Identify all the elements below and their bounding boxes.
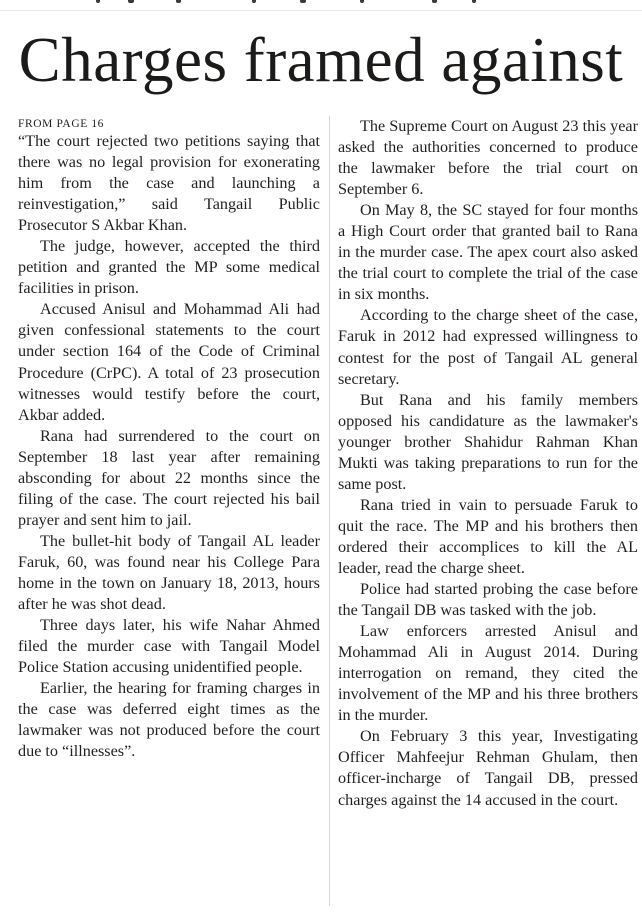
paragraph: The bullet-hit body of Tangail AL leader Faruk, 60, was found near his College Para home in the town on January 18, 2013, hours after he was shot dead. xyxy=(18,531,320,614)
paragraph: The Supreme Court on August 23 this year asked the authorities concerned to produce the lawmaker before the trial court on September 6. xyxy=(338,117,638,199)
paragraph: On May 8, the SC stayed for four months a High Court order that granted bail to Rana in the murder case. The apex court also asked the trial court to complete the trial of the case in six months. xyxy=(338,201,638,304)
paragraph: Police had started probing the case before the Tangail DB was tasked with the job. xyxy=(338,580,638,620)
paragraph: According to the charge sheet of the case, Faruk in 2012 had expressed willingness to contest for the post of Tangail AL general secretary. xyxy=(338,306,638,388)
paragraph: Law enforcers arrested Anisul and Mohammad Ali in August 2014. During interrogation on remand, they cited the involvement of the MP and his three brothers in the murder. xyxy=(338,622,638,725)
paragraph: “The court rejected two petitions saying that there was no legal provision for exonerating him from the case and launching a reinvestigation,” said Tangail Public Prosecutor S Akbar Khan. xyxy=(18,132,320,235)
paragraph: Three days later, his wife Nahar Ahmed filed the murder case with Tangail Model Police Station accusing unidentified people. xyxy=(18,616,320,677)
paragraph: The judge, however, accepted the third petition and granted the MP some medical facilities in prison. xyxy=(18,237,320,298)
column-divider xyxy=(329,116,330,906)
article-column-right xyxy=(338,116,638,811)
headline: Charges framed against xyxy=(18,25,624,95)
paragraph: Accused Anisul and Mohammad Ali had given confessional statements to the court under section 164 of the Code of Criminal Procedure (CrPC). A total of 23 prosecution witnesses would testify before the court, Akbar added. xyxy=(18,300,320,424)
paragraph: Rana had surrendered to the court on September 18 last year after remaining absconding for about 22 months since the filing of the case. The court rejected his bail prayer and sent him to jail. xyxy=(18,426,320,529)
continuation-kicker: FROM PAGE 16 xyxy=(18,118,105,130)
paragraph: But Rana and his family members opposed his candidature as the lawmaker's younger brother Shahidur Rahman Khan Mukti was taking preparations to run for the same post. xyxy=(338,390,638,493)
clipped-previous-text-strip xyxy=(0,0,642,11)
article-column-left xyxy=(18,116,320,762)
paragraph: On February 3 this year, Investigating Officer Mahfeejur Rehman Ghulam, then officer-incharge of Tangail DB, pressed charges against the 14 accused in the court. xyxy=(338,727,638,809)
paragraph: Earlier, the hearing for framing charges in the case was deferred eight times as the lawmaker was not produced before the court due to “illnesses”. xyxy=(18,679,320,761)
paragraph: Rana tried in vain to persuade Faruk to quit the race. The MP and his brothers then ordered their accomplices to kill the AL leader, read the charge sheet. xyxy=(338,495,638,577)
